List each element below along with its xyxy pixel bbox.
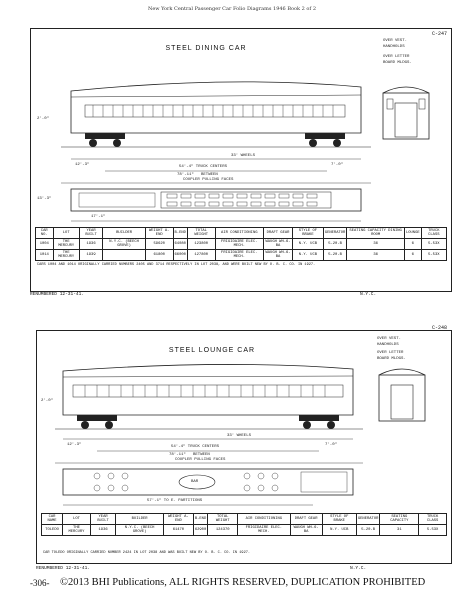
table-row <box>36 250 447 261</box>
table-cell: 123800 <box>187 239 215 250</box>
table-cell: FRIGIDAIRE ELEC. MECH. <box>238 525 290 536</box>
table-cell: 1939 <box>79 250 103 261</box>
table-header: SEATING CAPACITY DINING ROOM <box>347 228 405 239</box>
over-letter-label: OVER LETTER <box>383 55 410 59</box>
table-row <box>42 525 447 536</box>
table-header: AIR CONDITIONING <box>238 514 290 525</box>
table-cell: 127800 <box>187 250 215 261</box>
table-header: BUILDER <box>116 514 164 525</box>
table-header: TRUCK CLASS <box>419 514 447 525</box>
table-header: YEAR BUILT <box>79 228 103 239</box>
table-header: B-END <box>193 514 207 525</box>
table-header: GENERATOR <box>323 228 347 239</box>
table-cell: THE MERCURY <box>53 250 79 261</box>
table-cell: 61470 <box>163 525 193 536</box>
table-cell: 5-20-B <box>356 525 380 536</box>
table-header: AIR CONDITIONING <box>215 228 264 239</box>
diagram-code: C-247 <box>431 31 447 37</box>
table-cell: 5-53X <box>421 239 446 250</box>
table-cell: 1936 <box>90 525 115 536</box>
table-cell: WAUGH WH-6-BA <box>265 250 291 259</box>
truck-centers-label: 54'-4" TRUCK CENTERS <box>171 445 220 449</box>
total-length-label: 78'-11" <box>169 453 186 457</box>
truck-centers-label: 54'-4" TRUCK CENTERS <box>179 165 228 169</box>
table-cell: 62900 <box>193 525 207 536</box>
table-cell: N.Y. UCB <box>322 525 356 536</box>
table-cell: 31 <box>380 525 419 536</box>
bar-label: BAR <box>191 480 199 484</box>
table-cell: 5-20-B <box>323 239 347 250</box>
end-left-label: 12'-3" <box>67 443 82 447</box>
table-cell: 59620 <box>145 239 173 250</box>
table-cell: 64080 <box>173 239 187 250</box>
table-row <box>36 239 447 250</box>
renumbered-note: RENUMBERED 12-31-41. <box>30 292 85 297</box>
road-initials: N.Y.C. <box>350 566 367 571</box>
table-cell: FRIGIDAIRE ELEC. MECH. <box>215 239 264 250</box>
table-cell: 1014 <box>36 250 54 261</box>
table-header: CAR NAME <box>42 514 63 525</box>
table-header: DRAFT GEAR <box>290 514 322 525</box>
lounge-car-spec-table <box>41 513 447 536</box>
diagram-title: STEEL DINING CAR <box>165 45 247 52</box>
road-initials: N.Y.C. <box>360 292 377 297</box>
table-cell: 1004 <box>36 239 54 250</box>
table-header: GENERATOR <box>356 514 380 525</box>
table-cell: 61800 <box>145 250 173 261</box>
table-cell: 6 <box>404 239 421 250</box>
table-cell: N.Y. UCB <box>293 250 324 261</box>
end-right-label: 7'-0" <box>325 443 338 447</box>
table-header: LOT <box>63 514 91 525</box>
table-note: CAR TOLEDO ORIGINALLY CARRIED NUMBER 2424 IN LOT 2038 AND WAS BUILT NEW BY O. B. C. CO. IN 1927. <box>43 551 251 555</box>
table-header: B-END <box>173 228 187 239</box>
table-cell: TOLEDO <box>42 525 63 536</box>
board-mldgs-label: BOARD MLDGS. <box>377 357 406 361</box>
handholds-label: HANDHOLDS <box>377 343 399 347</box>
table-cell <box>103 250 146 261</box>
table-header: DRAFT GEAR <box>264 228 293 239</box>
table-cell: N.Y. UCB <box>293 239 324 250</box>
lounge-car-diagram-sheet <box>36 325 452 564</box>
partitions-label: 57'-1" TO E. PARTITIONS <box>147 499 203 503</box>
table-cell: 36 <box>347 250 405 261</box>
board-mldgs-label: BOARD MLDGS. <box>383 61 412 65</box>
table-cell: N.Y.C. (BEECH GROVE) <box>116 525 164 536</box>
width-label: 17'-1" <box>91 215 106 219</box>
table-cell: FRIGIDAIRE ELEC. MECH. <box>215 250 264 261</box>
end-right-label: 7'-0" <box>331 163 344 167</box>
table-cell: 66000 <box>173 250 187 261</box>
table-cell: 5-20-B <box>323 250 347 261</box>
table-header: STYLE OF BRAKE <box>293 228 324 239</box>
table-cell: 6 <box>404 250 421 261</box>
table-header-row <box>36 228 447 239</box>
total-length-label: 78'-11" <box>177 173 194 177</box>
page-number: -306- <box>30 578 50 588</box>
table-cell: 5-53X <box>421 250 446 261</box>
inside-label: 13'-3" <box>37 197 52 201</box>
table-header: LOT <box>53 228 79 239</box>
table-cell: 124370 <box>208 525 238 536</box>
overall-wheels-label: 33' WHEELS <box>231 154 256 158</box>
over-vest-label: OVER VEST. <box>383 39 408 43</box>
dining-car-diagram-sheet <box>30 28 452 292</box>
between-label: BETWEEN <box>201 173 218 177</box>
table-header: TRUCK CLASS <box>421 228 446 239</box>
table-cell: N.Y.C. (BEECH GROVE) <box>103 239 146 250</box>
over-letter-label: OVER LETTER <box>377 351 404 355</box>
between-label: BETWEEN <box>193 453 210 457</box>
table-header-row <box>42 514 447 525</box>
diagram-title: STEEL LOUNGE CAR <box>168 347 256 354</box>
table-header: WEIGHT A-END <box>163 514 193 525</box>
dining-car-spec-table <box>35 227 447 261</box>
renumbered-note: RENUMBERED 12-31-41. <box>36 566 91 571</box>
coupler-label: COUPLER PULLING FACES <box>183 178 234 182</box>
diagram-code: C-248 <box>431 325 447 331</box>
table-header: STYLE OF BRAKE <box>322 514 356 525</box>
over-vest-label: OVER VEST. <box>377 337 402 341</box>
table-header: TOTAL WEIGHT <box>208 514 238 525</box>
end-left-label: 12'-3" <box>75 163 90 167</box>
copyright-footer: ©2013 BHI Publications, ALL RIGHTS RESERVED, DUPLICATION PROHIBITED <box>60 577 426 588</box>
table-cell: WAUGH WH-6-BA <box>265 239 291 248</box>
table-header: CAR NO. <box>36 228 54 239</box>
table-header: SEATING CAPACITY <box>380 514 419 525</box>
table-note: CARS 1004 AND 1014 ORIGINALLY CARRIED NUMBERS 2405 AND 3714 RESPECTIVELY IN LOT 2038, AND WERE BUILT NEW BY O. B. C. CO. IN 1927. <box>37 263 316 267</box>
table-header: BUILDER <box>103 228 146 239</box>
table-header: WEIGHT A-END <box>145 228 173 239</box>
handholds-label: HANDHOLDS <box>383 45 405 49</box>
table-header: YEAR BUILT <box>90 514 115 525</box>
table-cell: 36 <box>347 239 405 250</box>
coupler-label: COUPLER PULLING FACES <box>175 458 226 462</box>
height-label: 2'-0" <box>37 117 50 121</box>
table-header: TOTAL WEIGHT <box>187 228 215 239</box>
running-header: New York Central Passenger Car Folio Diagrams 1946 Book 2 of 2 <box>147 6 317 12</box>
table-cell: WAUGH WH-6-BA <box>290 525 322 536</box>
table-cell: THE MERCURY <box>63 525 91 536</box>
table-cell: 5-53X <box>419 525 447 536</box>
overall-wheels-label: 33' WHEELS <box>227 434 252 438</box>
table-header: LOUNGE <box>404 228 421 239</box>
table-cell: 1936 <box>79 239 103 250</box>
height-label: 2'-0" <box>41 399 54 403</box>
table-cell: THE MERCURY <box>53 239 79 250</box>
